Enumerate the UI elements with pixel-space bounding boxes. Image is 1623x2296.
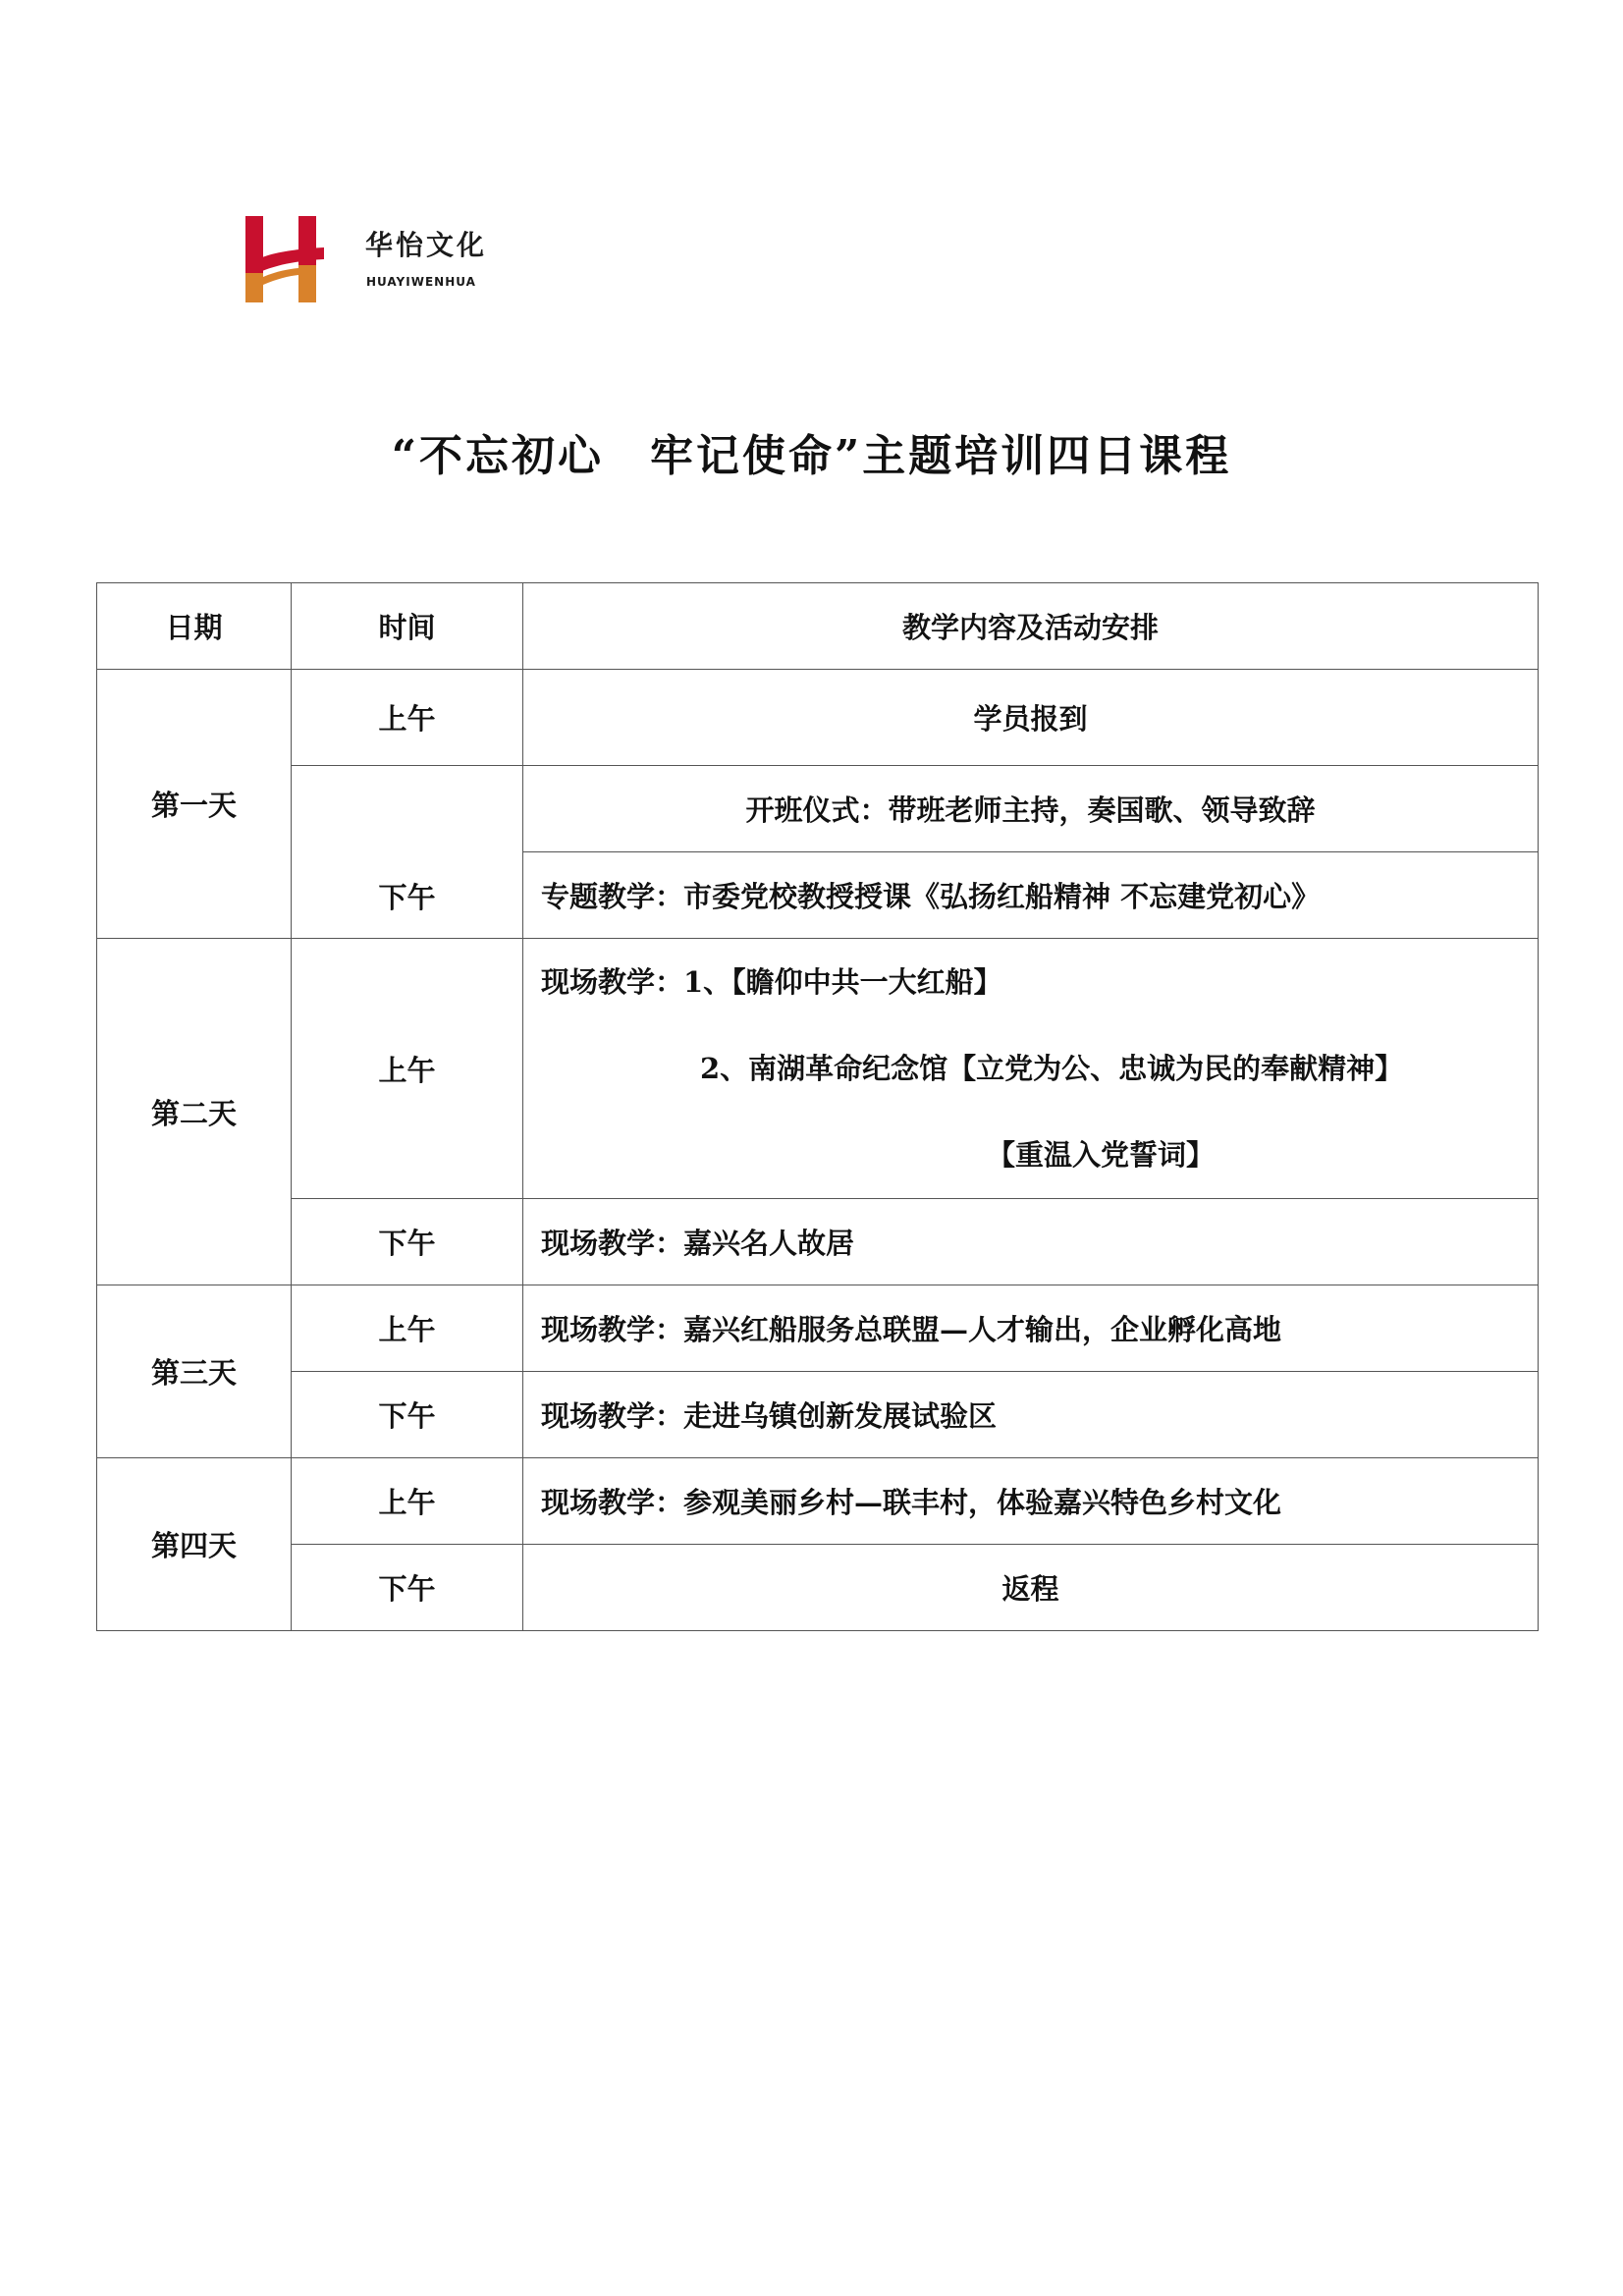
day3-am-content: 现场教学：嘉兴红船服务总联盟—人才输出，企业孵化高地 (523, 1285, 1539, 1372)
table-row (97, 1285, 1539, 1372)
day1-pm-content-2: 专题教学：市委党校教授授课《弘扬红船精神 不忘建党初心》 (523, 852, 1539, 939)
day2-pm-label: 下午 (292, 1199, 523, 1285)
day1-label: 第一天 (97, 670, 292, 939)
day4-am-label: 上午 (292, 1458, 523, 1545)
header-date: 日期 (97, 583, 292, 670)
day2-am-line-2: 2、南湖革命纪念馆【立党为公、忠诚为民的奉献精神】 (700, 1052, 1404, 1085)
day1-pm-content-1: 开班仪式：带班老师主持，奏国歌、领导致辞 (523, 766, 1539, 852)
day3-am-label: 上午 (292, 1285, 523, 1372)
huayi-logo-icon (245, 214, 324, 304)
day4-pm-label: 下午 (292, 1545, 523, 1631)
table-row (97, 766, 1539, 852)
day3-pm-content: 现场教学：走进乌镇创新发展试验区 (523, 1372, 1539, 1458)
day4-pm-content: 返程 (523, 1545, 1539, 1631)
header-content: 教学内容及活动安排 (523, 583, 1539, 670)
document-title: “不忘初心 牢记使命”主题培训四日课程 (391, 431, 1232, 481)
day2-am-content (523, 939, 1539, 1199)
day2-am-line-1: 现场教学：1、【瞻仰中共一大红船】 (541, 965, 1002, 999)
day2-pm-content: 现场教学：嘉兴名人故居 (523, 1199, 1539, 1285)
day4-am-content: 现场教学：参观美丽乡村—联丰村，体验嘉兴特色乡村文化 (523, 1458, 1539, 1545)
day3-label: 第三天 (97, 1285, 292, 1458)
day1-am-label: 上午 (292, 670, 523, 766)
day2-am-line-3: 【重温入党誓词】 (987, 1138, 1216, 1172)
day2-label: 第二天 (97, 939, 292, 1285)
table-row (97, 1545, 1539, 1631)
header-time: 时间 (292, 583, 523, 670)
day2-am-label: 上午 (292, 939, 523, 1199)
table-row (97, 670, 1539, 766)
day1-am-content: 学员报到 (523, 670, 1539, 766)
logo-name-en: HUAYIWENHUA (366, 275, 476, 289)
company-logo (245, 214, 530, 304)
table-row (97, 1199, 1539, 1285)
table-header-row (97, 583, 1539, 670)
table-row (97, 1458, 1539, 1545)
logo-name-cn: 华怡文化 (365, 229, 488, 261)
schedule-table (96, 582, 1539, 1631)
table-row (97, 939, 1539, 1199)
day3-pm-label: 下午 (292, 1372, 523, 1458)
table-row (97, 1372, 1539, 1458)
day4-label: 第四天 (97, 1458, 292, 1631)
day1-pm-label: 下午 (292, 766, 523, 939)
